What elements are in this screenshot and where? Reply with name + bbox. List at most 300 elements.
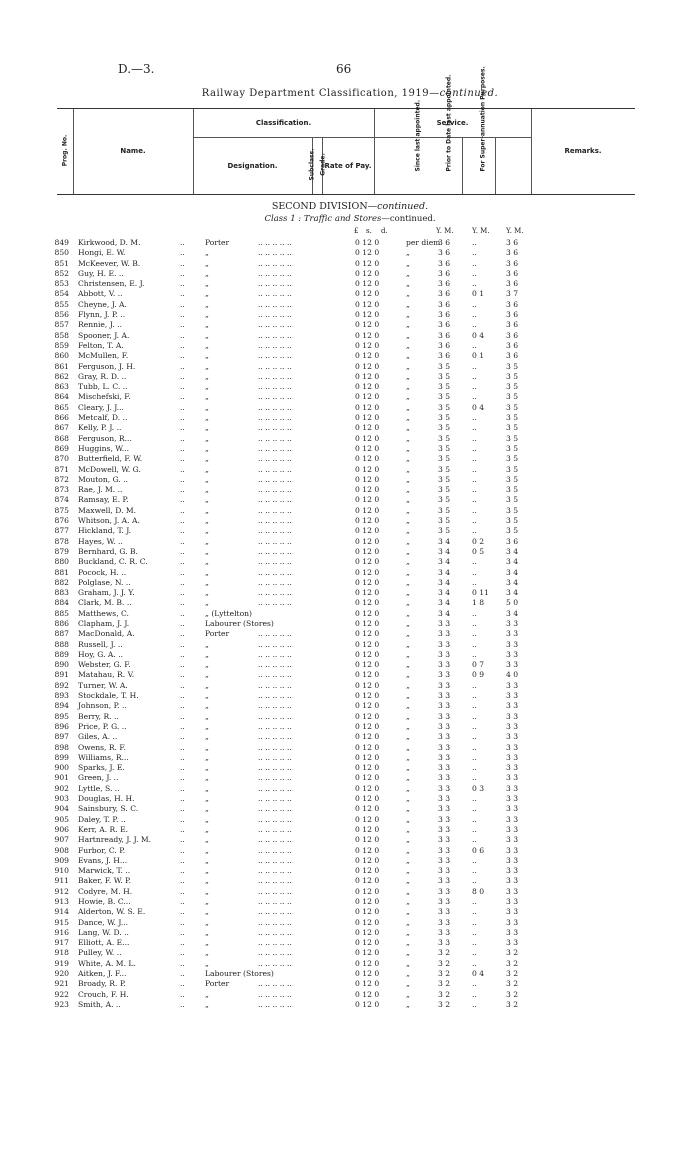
designation-dots-cell: .. .. .. .. .. — [258, 258, 292, 268]
name-cell: Matthews, C. — [78, 608, 129, 618]
pay-period-cell: „ — [406, 958, 410, 968]
rate-of-pay-cell: 0 12 0 — [355, 783, 380, 793]
since-last-cell: 3 3 — [438, 660, 451, 670]
prior-to-cell: .. — [472, 814, 477, 824]
table-row — [0, 938, 700, 948]
rate-of-pay-cell: 0 12 0 — [355, 732, 380, 742]
since-last-cell: 3 5 — [438, 464, 451, 474]
superannuation-cell: 3 3 — [506, 938, 519, 948]
prior-to-cell: 0 9 — [472, 670, 485, 680]
prior-to-cell: .. — [472, 897, 477, 906]
superannuation-cell: 3 3 — [506, 701, 519, 711]
since-last-cell: 3 6 — [438, 279, 451, 289]
leader-dots-cell: .. — [180, 948, 185, 958]
table-row — [0, 238, 700, 248]
rate-of-pay-cell: 0 12 0 — [355, 804, 380, 814]
since-last-cell: 3 3 — [438, 886, 451, 896]
designation-cell: „ — [205, 433, 209, 443]
designation-cell: „ — [205, 773, 209, 783]
superannuation-cell: 3 4 — [506, 588, 519, 598]
prior-to-cell: .. — [472, 763, 477, 773]
table-row — [0, 907, 700, 917]
superannuation-cell: 3 2 — [506, 958, 519, 968]
leader-dots-cell: .. — [180, 567, 185, 577]
rate-of-pay-cell: 0 12 0 — [355, 279, 380, 289]
prior-to-cell: .. — [472, 577, 477, 587]
prog-no-cell: 854 — [54, 289, 69, 299]
prog-no-cell: 905 — [54, 814, 69, 824]
prog-no-cell: 861 — [54, 361, 69, 371]
name-cell: Mischefski, F. — [78, 392, 131, 402]
designation-cell: „ — [205, 907, 209, 917]
prior-to-cell: .. — [472, 999, 477, 1009]
prior-to-cell: 0 4 — [472, 402, 485, 412]
designation-dots-cell: .. .. .. .. .. — [258, 835, 292, 845]
rate-of-pay-cell: 0 12 0 — [355, 649, 380, 659]
prior-to-cell: .. — [472, 917, 477, 927]
prior-to-cell: .. — [472, 691, 477, 701]
prog-no-cell: 919 — [54, 958, 69, 968]
pay-period-cell: „ — [406, 567, 410, 577]
designation-cell: „ — [205, 310, 209, 320]
designation-cell: „ — [205, 423, 209, 433]
since-last-cell: 3 4 — [438, 588, 451, 598]
rate-of-pay-cell: 0 12 0 — [355, 691, 380, 701]
table-row — [0, 526, 700, 536]
designation-dots-cell: .. .. .. .. .. — [258, 526, 292, 536]
designation-dots-cell: .. .. .. .. .. — [258, 505, 292, 515]
prog-no-cell: 878 — [54, 536, 69, 546]
designation-dots-cell: .. .. .. .. .. — [258, 814, 292, 824]
designation-dots-cell: .. .. .. .. .. — [258, 711, 292, 721]
rate-of-pay-cell: 0 12 0 — [355, 773, 380, 783]
table-row — [0, 568, 700, 578]
prog-no-cell: 873 — [54, 485, 69, 495]
designation-dots-cell: .. .. .. .. .. — [258, 794, 292, 804]
table-row — [0, 794, 700, 804]
name-cell: Hartnready, J. J. M. — [78, 835, 152, 845]
name-cell: Hongi, E. W. — [78, 248, 126, 258]
rate-of-pay-cell: 0 12 0 — [355, 969, 380, 979]
name-cell: Lang, W. D. .. — [78, 927, 129, 937]
since-last-cell: 3 5 — [438, 485, 451, 495]
leader-dots-cell: .. — [180, 660, 185, 670]
leader-dots-cell: .. — [180, 721, 185, 731]
designation-dots-cell: .. .. .. .. .. — [258, 423, 292, 433]
superannuation-cell: 3 3 — [506, 711, 519, 721]
pay-period-cell: „ — [406, 680, 410, 690]
name-cell: Elliott, A. E... — [78, 938, 130, 948]
rate-of-pay-cell: 0 12 0 — [355, 516, 380, 526]
prior-to-cell: .. — [472, 433, 477, 443]
prior-to-cell: .. — [472, 423, 477, 433]
leader-dots-cell: .. — [180, 268, 185, 278]
pay-period-cell: „ — [406, 258, 410, 268]
since-last-cell: 3 6 — [438, 330, 451, 340]
name-cell: Crouch, F. H. — [78, 989, 129, 999]
rate-of-pay-header: Rate of Pay. — [324, 162, 372, 170]
table-row — [0, 918, 700, 928]
prog-no-cell: 855 — [54, 299, 69, 309]
since-last-cell: 3 4 — [438, 536, 451, 546]
pay-period-cell: „ — [406, 701, 410, 711]
since-last-cell: 3 5 — [438, 402, 451, 412]
prior-to-cell: .. — [472, 958, 477, 968]
name-cell: McKeever, W. B. — [78, 258, 141, 268]
since-last-cell: 3 3 — [438, 814, 451, 824]
prior-to-cell: .. — [472, 516, 477, 526]
pay-period-cell: „ — [406, 588, 410, 598]
leader-dots-cell: .. — [180, 917, 185, 927]
table-row — [0, 475, 700, 485]
leader-dots-cell: .. — [180, 238, 185, 247]
superannuation-cell: 3 3 — [506, 742, 519, 752]
leader-dots-cell: .. — [180, 340, 185, 350]
prior-to-cell: .. — [472, 238, 477, 247]
designation-cell: „ — [205, 485, 209, 495]
leader-dots-cell: .. — [180, 279, 185, 289]
superannuation-cell: 3 3 — [506, 773, 519, 783]
designation-dots-cell: .. .. .. .. .. — [258, 485, 292, 495]
prior-to-cell: .. — [472, 711, 477, 721]
name-cell: Metcalf, D. .. — [78, 413, 128, 423]
page-header — [0, 62, 700, 78]
table-row — [0, 887, 700, 897]
since-last-cell: 3 3 — [438, 835, 451, 845]
rate-of-pay-cell: 0 12 0 — [355, 721, 380, 731]
prior-to-cell: 0 3 — [472, 783, 485, 793]
rate-of-pay-cell: 0 12 0 — [355, 763, 380, 773]
name-cell: Hayes, W. .. — [78, 536, 123, 546]
prior-to-cell: .. — [472, 721, 477, 731]
since-last-cell: 3 3 — [438, 701, 451, 711]
table-row — [0, 320, 700, 330]
pay-period-cell: „ — [406, 835, 410, 845]
superannuation-cell: 4 0 — [506, 670, 519, 680]
designation-dots-cell: .. .. .. .. .. — [258, 907, 292, 917]
prog-no-cell: 852 — [54, 268, 69, 278]
pay-period-cell: „ — [406, 299, 410, 309]
leader-dots-cell: .. — [180, 814, 185, 824]
pay-period-cell: „ — [406, 516, 410, 526]
designation-dots-cell: .. .. .. .. .. — [258, 330, 292, 340]
pay-period-cell: „ — [406, 289, 410, 299]
superannuation-cell: 3 6 — [506, 340, 519, 350]
table-row — [0, 969, 700, 979]
designation-dots-cell: .. .. .. .. .. — [258, 948, 292, 958]
superannuation-cell: 3 3 — [506, 660, 519, 670]
designation-cell: „ — [205, 886, 209, 896]
rate-of-pay-cell: 0 12 0 — [355, 567, 380, 577]
pay-period-cell: „ — [406, 279, 410, 289]
table-row — [0, 773, 700, 783]
rate-of-pay-cell: 0 12 0 — [355, 474, 380, 484]
designation-cell: Porter — [205, 629, 230, 639]
since-last-cell: 3 2 — [438, 969, 451, 979]
designation-dots-cell: .. .. .. .. .. — [258, 649, 292, 659]
prog-no-cell: 875 — [54, 505, 69, 515]
designation-dots-cell: .. .. .. .. .. — [258, 763, 292, 773]
page-title-continued: continued. — [439, 88, 499, 99]
superannuation-cell: 3 3 — [506, 763, 519, 773]
table-row — [0, 660, 700, 670]
name-cell: Guy, H. E. .. — [78, 268, 124, 278]
pay-period-cell: „ — [406, 330, 410, 340]
leader-dots-cell: .. — [180, 866, 185, 876]
since-last-cell: 3 4 — [438, 608, 451, 618]
leader-dots-cell: .. — [180, 649, 185, 659]
table-row — [0, 1000, 700, 1010]
name-cell: Hickland, T. J. — [78, 526, 132, 536]
designation-cell: Labourer (Stores) — [205, 618, 274, 628]
prior-to-cell: .. — [472, 268, 477, 278]
prior-to-cell: .. — [472, 866, 477, 876]
pay-period-cell: „ — [406, 361, 410, 371]
designation-cell: „ — [205, 649, 209, 659]
designation-cell: „ — [205, 392, 209, 402]
pay-period-cell: „ — [406, 557, 410, 567]
designation-dots-cell: .. .. .. .. .. — [258, 454, 292, 464]
designation-cell: „ — [205, 814, 209, 824]
table-row — [0, 403, 700, 413]
rate-of-pay-cell: 0 12 0 — [355, 382, 380, 392]
designation-cell: „ — [205, 588, 209, 598]
name-cell: Baker, F. W. P. — [78, 876, 132, 886]
rate-of-pay-cell: 0 12 0 — [355, 258, 380, 268]
prog-no-cell: 887 — [54, 629, 69, 639]
leader-dots-cell: .. — [180, 886, 185, 896]
designation-cell: „ — [205, 783, 209, 793]
prog-no-cell: 894 — [54, 701, 69, 711]
table-row — [0, 876, 700, 886]
designation-cell: Porter — [205, 238, 230, 247]
leader-dots-cell: .. — [180, 588, 185, 598]
leader-dots-cell: .. — [180, 443, 185, 453]
designation-cell: „ — [205, 835, 209, 845]
pay-period-cell: „ — [406, 938, 410, 948]
table-row — [0, 351, 700, 361]
class-continued: —continued. — [381, 214, 436, 224]
prog-no-cell: 889 — [54, 649, 69, 659]
designation-cell: „ — [205, 279, 209, 289]
prior-to-cell: .. — [472, 340, 477, 350]
designation-cell: „ — [205, 526, 209, 536]
designation-cell: „ — [205, 999, 209, 1009]
pay-period-cell: „ — [406, 464, 410, 474]
leader-dots-cell: .. — [180, 907, 185, 917]
since-last-cell: 3 2 — [438, 979, 451, 989]
leader-dots-cell: .. — [180, 248, 185, 258]
table-row — [0, 712, 700, 722]
name-cell: Kirkwood, D. M. — [78, 238, 141, 247]
class-name: Traffic and Stores — [303, 214, 382, 224]
since-last-cell: 3 6 — [438, 340, 451, 350]
rate-of-pay-cell: 0 12 0 — [355, 670, 380, 680]
rate-of-pay-cell: 0 12 0 — [355, 310, 380, 320]
rate-of-pay-cell: 0 12 0 — [355, 330, 380, 340]
prog-no-cell: 920 — [54, 969, 69, 979]
prog-no-cell: 913 — [54, 897, 69, 906]
rate-of-pay-cell: 0 12 0 — [355, 711, 380, 721]
since-last-cell: 3 6 — [438, 351, 451, 361]
since-last-cell: 3 3 — [438, 618, 451, 628]
designation-cell: „ — [205, 660, 209, 670]
designation-cell: „ — [205, 752, 209, 762]
rate-of-pay-cell: 0 12 0 — [355, 340, 380, 350]
table-row — [0, 609, 700, 619]
designation-dots-cell: .. .. .. .. .. — [258, 474, 292, 484]
table-row — [0, 516, 700, 526]
designation-dots-cell: .. .. .. .. .. — [258, 866, 292, 876]
superannuation-cell: 3 3 — [506, 752, 519, 762]
designation-dots-cell: .. .. .. .. .. — [258, 660, 292, 670]
since-last-cell: 3 3 — [438, 794, 451, 804]
pay-period-cell: „ — [406, 371, 410, 381]
superannuation-cell: 3 6 — [506, 248, 519, 258]
since-last-header: Since last appointed. — [414, 99, 422, 172]
rate-of-pay-cell: 0 12 0 — [355, 289, 380, 299]
superannuation-cell: 3 2 — [506, 969, 519, 979]
name-cell: Pulley, W. .. — [78, 948, 122, 958]
superannuation-cell: 3 4 — [506, 567, 519, 577]
designation-header: Designation. — [227, 162, 278, 170]
prog-no-cell: 916 — [54, 927, 69, 937]
since-last-cell: 3 5 — [438, 392, 451, 402]
designation-cell: „ — [205, 824, 209, 834]
superannuation-cell: 3 2 — [506, 999, 519, 1009]
designation-dots-cell: .. .. .. .. .. — [258, 783, 292, 793]
designation-dots-cell: .. .. .. .. .. — [258, 299, 292, 309]
prior-to-cell: .. — [472, 310, 477, 320]
prog-no-cell: 853 — [54, 279, 69, 289]
prog-no-cell: 866 — [54, 413, 69, 423]
table-row — [0, 619, 700, 629]
table-row — [0, 506, 700, 516]
name-cell: Broady, R. P. — [78, 979, 126, 989]
prog-no-cell: 904 — [54, 804, 69, 814]
prior-to-cell: 1 8 — [472, 598, 485, 608]
rate-of-pay-cell: 0 12 0 — [355, 320, 380, 330]
designation-dots-cell: .. .. .. .. .. — [258, 629, 292, 639]
prog-no-cell: 918 — [54, 948, 69, 958]
name-cell: White, A. M. L. — [78, 958, 136, 968]
pay-period-cell: „ — [406, 979, 410, 989]
prior-to-cell: .. — [472, 464, 477, 474]
name-cell: Ramsay, E. P. — [78, 495, 129, 505]
prior-to-cell: .. — [472, 413, 477, 423]
rate-of-pay-cell: 0 12 0 — [355, 680, 380, 690]
pay-period-cell: „ — [406, 804, 410, 814]
prior-to-cell: .. — [472, 485, 477, 495]
superannuation-cell: 3 4 — [506, 608, 519, 618]
designation-cell: „ — [205, 958, 209, 968]
designation-cell: „ — [205, 876, 209, 886]
name-cell: Russell, J. .. — [78, 639, 123, 649]
superannuation-cell: 3 3 — [506, 927, 519, 937]
rate-of-pay-cell: 0 12 0 — [355, 371, 380, 381]
pay-period-cell: „ — [406, 310, 410, 320]
name-cell: Whitson, J. A. A. — [78, 516, 140, 526]
prior-to-cell: .. — [472, 279, 477, 289]
superannuation-cell: 3 5 — [506, 361, 519, 371]
prior-to-cell: .. — [472, 443, 477, 453]
leader-dots-cell: .. — [180, 330, 185, 340]
designation-cell: „ — [205, 938, 209, 948]
name-cell: Sainsbury, S. C. — [78, 804, 139, 814]
leader-dots-cell: .. — [180, 485, 185, 495]
since-last-cell: 3 4 — [438, 546, 451, 556]
superannuation-cell: 3 5 — [506, 371, 519, 381]
page-number: 66 — [336, 62, 352, 76]
prior-to-cell: .. — [472, 855, 477, 865]
pay-period-cell: „ — [406, 268, 410, 278]
since-last-cell: 3 6 — [438, 258, 451, 268]
name-cell: Kerr, A. R. E. — [78, 824, 129, 834]
prior-to-cell: .. — [472, 557, 477, 567]
prog-no-cell: 921 — [54, 979, 69, 989]
rate-of-pay-cell: 0 12 0 — [355, 886, 380, 896]
designation-cell: „ — [205, 732, 209, 742]
name-cell: Alderton, W. S. E. — [78, 907, 146, 917]
pay-period-cell: „ — [406, 845, 410, 855]
prior-to-cell: .. — [472, 299, 477, 309]
prior-to-cell: 0 1 — [472, 351, 485, 361]
name-cell: Aitken, J. F... — [78, 969, 127, 979]
table-row — [0, 578, 700, 588]
superannuation-cell: 3 5 — [506, 495, 519, 505]
leader-dots-cell: .. — [180, 824, 185, 834]
name-cell: Mouton, G. .. — [78, 474, 129, 484]
table-row — [0, 547, 700, 557]
superannuation-cell: 3 5 — [506, 392, 519, 402]
leader-dots-cell: .. — [180, 526, 185, 536]
prog-no-cell: 895 — [54, 711, 69, 721]
superannuation-cell: 3 3 — [506, 897, 519, 906]
since-last-cell: 3 6 — [438, 289, 451, 299]
class-label: Class 1 : — [264, 214, 302, 224]
superannuation-cell: 3 6 — [506, 351, 519, 361]
rate-of-pay-cell: 0 12 0 — [355, 238, 380, 247]
since-last-cell: 3 5 — [438, 433, 451, 443]
leader-dots-cell: .. — [180, 598, 185, 608]
since-last-cell: 3 3 — [438, 824, 451, 834]
designation-dots-cell: .. .. .. .. .. — [258, 289, 292, 299]
designation-cell: „ — [205, 845, 209, 855]
superannuation-cell: 3 3 — [506, 804, 519, 814]
prog-no-cell: 860 — [54, 351, 69, 361]
superannuation-cell: 3 6 — [506, 299, 519, 309]
rate-of-pay-cell: 0 12 0 — [355, 618, 380, 628]
table-row — [0, 341, 700, 351]
since-last-cell: 3 2 — [438, 989, 451, 999]
pay-period-cell: „ — [406, 618, 410, 628]
pay-period-cell: „ — [406, 546, 410, 556]
unit-row — [0, 227, 700, 237]
leader-dots-cell: .. — [180, 474, 185, 484]
page-title — [0, 88, 700, 99]
pay-period-cell: „ — [406, 691, 410, 701]
superannuation-cell: 3 6 — [506, 279, 519, 289]
superannuation-cell: 3 3 — [506, 917, 519, 927]
designation-cell: „ — [205, 382, 209, 392]
rate-of-pay-cell: 0 12 0 — [355, 999, 380, 1009]
designation-cell: „ — [205, 546, 209, 556]
designation-dots-cell: .. .. .. .. .. — [258, 845, 292, 855]
leader-dots-cell: .. — [180, 289, 185, 299]
designation-dots-cell: .. .. .. .. .. — [258, 464, 292, 474]
prog-no-cell: 864 — [54, 392, 69, 402]
prog-no-cell: 849 — [54, 238, 69, 247]
